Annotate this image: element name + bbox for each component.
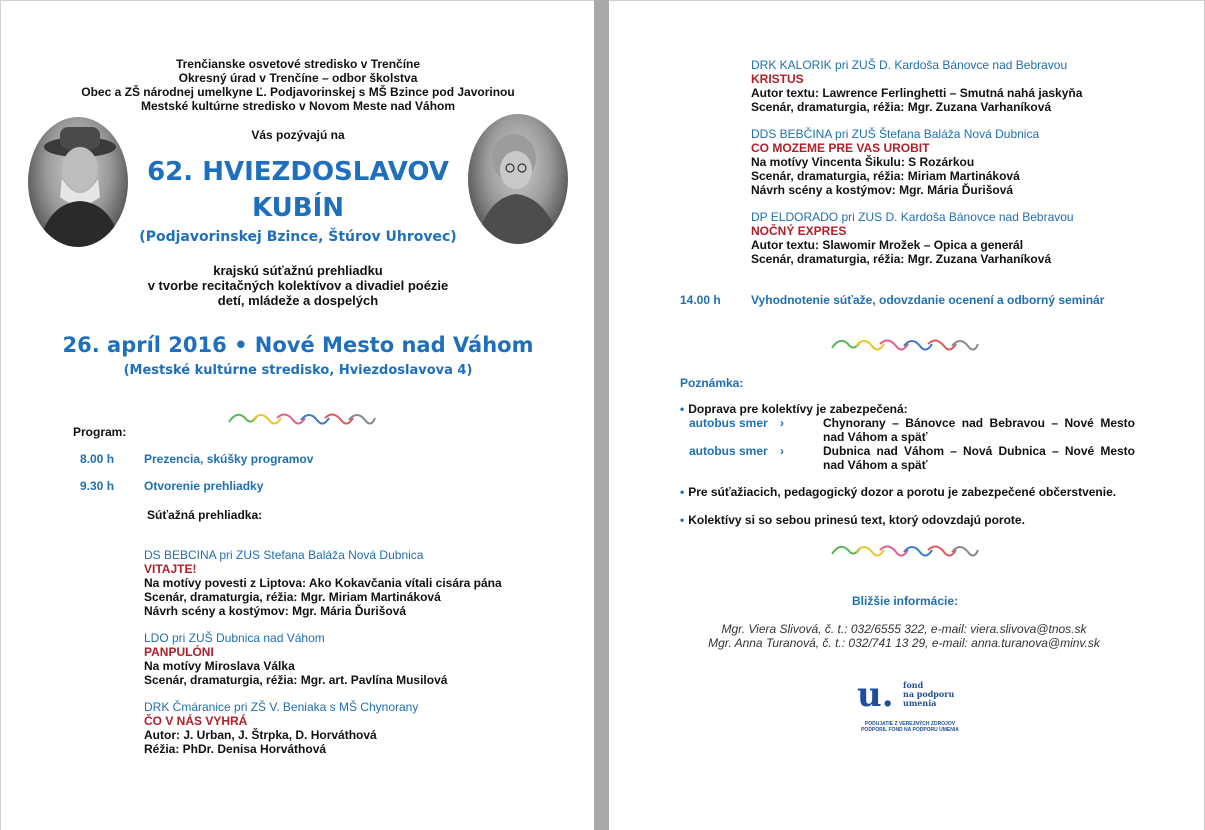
fpu-logo-text xyxy=(903,681,954,708)
ensemble-detail: Autor textu: Lawrence Ferlinghetti – Smutná nahá jaskyňa xyxy=(751,86,1083,100)
ensemble-name: DDS BEBČINA pri ZUŠ Štefana Baláža Nová Dubnica xyxy=(751,127,1040,141)
event-title-line2: KUBÍN xyxy=(251,193,345,223)
note-label: Poznámka: xyxy=(680,376,744,390)
event-venue: (Mestské kultúrne stredisko, Hviezdoslavova 4) xyxy=(123,363,473,378)
ensemble-detail: Scenár, dramaturgia, réžia: Mgr. Zuzana Varhaníková xyxy=(751,100,1052,114)
fpu-logo-caption xyxy=(855,721,965,733)
route-line: nad Váhom a späť xyxy=(823,458,928,472)
ensemble-detail: Návrh scény a kostýmov: Mgr. Mária Ďurišová xyxy=(144,604,407,618)
route-line: Chynorany – Bánovce nad Bebravou – Nové Mesto xyxy=(823,416,1135,430)
logo-text-line: fond xyxy=(903,680,924,690)
right-page xyxy=(609,0,1205,830)
schedule-time: 8.00 h xyxy=(80,452,115,466)
schedule-item: Vyhodnotenie súťaže, odovzdanie ocenení a odborný seminár xyxy=(751,293,1105,307)
bus-route xyxy=(823,416,1135,444)
logo-text-line: na podporu xyxy=(903,689,955,699)
paperclips-divider xyxy=(830,334,980,356)
logo-caption-line: PODUJATIE Z VEREJNÝCH ZDROJOV xyxy=(864,721,956,727)
play-title: NOČNÝ EXPRES xyxy=(751,224,847,238)
ensemble-block xyxy=(751,127,1039,197)
bus-route xyxy=(823,444,1135,472)
ensemble-block xyxy=(751,210,1074,266)
info-label: Bližšie informácie: xyxy=(851,594,959,608)
ensemble-block xyxy=(144,700,418,756)
ensemble-block xyxy=(144,548,502,618)
fpu-logo-letter: u. xyxy=(857,675,894,715)
description-line: v tvorbe recitačných kolektívov a divadiel poézie xyxy=(147,278,449,293)
paperclips-divider xyxy=(227,408,377,430)
ensemble-detail: Scenár, dramaturgia, réžia: Miriam Martináková xyxy=(751,169,1020,183)
contact-line: Mgr. Viera Slivová, č. t.: 032/6555 322, e-mail: viera.slivova@tnos.sk xyxy=(721,622,1087,636)
play-title: VITAJTE! xyxy=(144,562,197,576)
ensemble-detail: Na motívy Vincenta Šikulu: S Rozárkou xyxy=(751,155,975,169)
ensemble-name: DRK KALORIK pri ZUŠ D. Kardoša Bánovce nad Bebravou xyxy=(751,58,1068,72)
ensemble-detail: Autor textu: Slawomir Mrožek – Opica a generál xyxy=(751,238,1024,252)
play-title: PANPULÓNI xyxy=(144,645,214,659)
schedule-item: Prezencia, skúšky programov xyxy=(144,452,314,466)
left-page xyxy=(0,0,594,830)
ensemble-name: DP ELDORADO pri ZUS D. Kardoša Bánovce nad Bebravou xyxy=(751,210,1074,224)
event-title-line1: 62. HVIEZDOSLAVOV xyxy=(147,157,449,187)
organizer-line: Obec a ZŠ národnej umelkyne Ľ. Podjavorinskej s MŠ Bzince pod Javorinou xyxy=(81,85,515,99)
contact-line: Mgr. Anna Turanová, č. t.: 032/741 13 29, e-mail: anna.turanova@minv.sk xyxy=(708,636,1100,650)
fpu-logo xyxy=(855,677,965,739)
ensemble-detail: Scenár, dramaturgia, réžia: Mgr. art. Pavlína Musilová xyxy=(144,673,448,687)
ensemble-name: DRK Čmáranice pri ZŠ V. Beniaka s MŠ Chynorany xyxy=(144,700,419,714)
organizer-line: Trenčianske osvetové stredisko v Trenčíne xyxy=(175,57,421,71)
schedule-time: 9.30 h xyxy=(80,479,115,493)
ensemble-block xyxy=(144,631,447,687)
play-title: CO MOZEME PRE VAS UROBIT xyxy=(751,141,930,155)
play-title: KRISTUS xyxy=(751,72,804,86)
event-date-place: 26. apríl 2016 • Nové Mesto nad Váhom xyxy=(62,333,534,357)
paperclips-divider xyxy=(830,540,980,562)
refreshment-note: • Pre súťažiacich, pedagogický dozor a porotu je zabezpečené občerstvenie. xyxy=(680,485,1116,499)
bus-arrow-icon: › xyxy=(780,444,784,458)
ensemble-detail: Návrh scény a kostýmov: Mgr. Mária Ďurišová xyxy=(751,183,1014,197)
ensemble-detail: Autor: J. Urban, J. Štrpka, D. Horváthová xyxy=(144,728,377,742)
ensemble-detail: Scenár, dramaturgia, réžia: Mgr. Zuzana Varhaníková xyxy=(751,252,1052,266)
bus-label: autobus smer xyxy=(689,416,768,430)
schedule-time: 14.00 h xyxy=(680,293,721,307)
organizers-header xyxy=(1,57,594,113)
ensemble-name: LDO pri ZUŠ Dubnica nad Váhom xyxy=(144,631,325,645)
route-line: nad Váhom a späť xyxy=(823,430,928,444)
invite-text: Vás pozývajú na xyxy=(251,128,345,142)
description-line: detí, mládeže a dospelých xyxy=(217,293,379,308)
ensemble-detail: Réžia: PhDr. Denisa Horváthová xyxy=(144,742,327,756)
event-subtitle: (Podjavorinskej Bzince, Štúrov Uhrovec) xyxy=(139,229,457,245)
ensemble-block xyxy=(751,58,1082,114)
logo-caption-line: PODPORIL FOND NA PODPORU UMENIA xyxy=(861,727,959,733)
contest-label: Súťažná prehliadka: xyxy=(147,508,263,522)
contacts xyxy=(649,622,1159,650)
ensemble-name: DS BEBCINA pri ZUS Stefana Baláža Nová Dubnica xyxy=(144,548,424,562)
ensemble-detail: Na motívy Miroslava Válka xyxy=(144,659,295,673)
schedule-item: Otvorenie prehliadky xyxy=(144,479,264,493)
program-label: Program: xyxy=(73,425,127,439)
organizer-line: Okresný úrad v Trenčíne – odbor školstva xyxy=(178,71,418,85)
ensemble-detail: Na motívy povesti z Liptova: Ako Kokavčania vítali cisára pána xyxy=(144,576,502,590)
organizer-line: Mestské kultúrne stredisko v Novom Meste nad Váhom xyxy=(140,99,456,113)
transport-note: • Doprava pre kolektívy je zabezpečená: xyxy=(680,402,908,416)
event-description xyxy=(1,263,594,308)
route-line: Dubnica nad Váhom – Nová Dubnica – Nové Mesto xyxy=(823,444,1135,458)
bus-arrow-icon: › xyxy=(780,416,784,430)
bus-label: autobus smer xyxy=(689,444,768,458)
ensemble-detail: Scenár, dramaturgia, réžia: Mgr. Miriam Martináková xyxy=(144,590,441,604)
logo-text-line: umenia xyxy=(903,698,937,708)
text-note: • Kolektívy si so sebou prinesú text, ktorý odovzdajú porote. xyxy=(680,513,1025,527)
description-line: krajskú súťažnú prehliadku xyxy=(213,263,383,278)
play-title: ČO V NÁS VYHRÁ xyxy=(144,714,248,728)
